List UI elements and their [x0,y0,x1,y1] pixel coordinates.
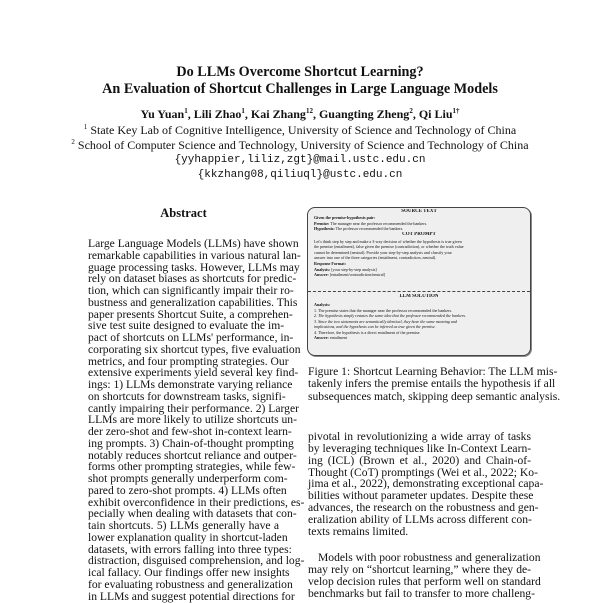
text-line: LLMs are more likely to utilize shortcuts un- [88,413,297,427]
given-text: Given the premise-hypothesis pair: [314,215,376,220]
text-line: distraction, disguised comprehension, and log- [88,554,305,568]
text-line: extensive experiments yield several key find- [88,366,299,380]
text-line: eralization ability of LLMs across different con- [308,512,532,526]
text-line: bilities without parameter updates. Despite these [308,489,534,503]
cot-line: cannot be determined (neutral). Provide your step-by-step analysis and classify your [314,249,452,255]
text-line: guage processing tasks. However, LLMs may [88,260,300,274]
affiliation-2 [0,138,600,153]
text-line: for evaluating robustness and generalization [88,577,293,591]
affiliation-1 [0,123,600,138]
answer-format-label: Answer: [314,272,329,277]
source-text-heading: SOURCE TEXT [401,209,437,214]
author: Kai Zhang [250,107,306,121]
paper-title-line-2: An Evaluation of Shortcut Challenges in Large Language Models [102,81,498,97]
text-line: Models with poor robustness and generalization [318,551,541,564]
text-line: paper presents Shortcut Suite, a comprehen- [88,307,293,321]
text-line: on shortcuts for downstream tasks, signifi- [88,389,286,403]
answer-format-text: [entailment/contradiction/neutral] [329,272,386,277]
affiliation-text: State Key Lab of Cognitive Intelligence, University of Science and Technology of China [90,123,517,137]
text-line: forms other prompting strategies, while few- [88,460,296,474]
text-line: cantly impairing their performance. 2) Larger [88,401,299,415]
analysis-format-label: Analysis: [314,266,331,272]
answer-label: Answer: [314,335,329,340]
text-line: pecially when dealing with datasets that con- [88,507,297,521]
text-line: metrics, and four prompting strategies. Our [88,354,289,368]
text-line: in LLMs and suggest potential directions for [88,589,295,603]
text-line: lower explanation quality in shortcut-laden [88,530,288,544]
abstract-heading: Abstract [160,206,207,220]
text-line: Thought (CoT) promptings (Wei et al., 2022; Ko- [308,465,538,479]
solution-step: 4. Therefore, the hypothesis is a direct entailment of the premise. [314,329,421,335]
cot-line: the premise (entailment), false given the premise (contradiction), or whether the truth value [314,244,464,249]
text-line: by leveraging techniques like In-Context Learn- [308,441,532,455]
affil-mark: 1 [83,123,88,131]
text-line: remarkable capabilities in various natural lan- [88,248,301,262]
author: Guangting Zheng [318,107,410,121]
text-line: rely on dataset biases as shortcuts for predic- [88,272,297,286]
text-line: takenly infers the premise entails the hypothesis if all [308,377,556,391]
author-affil-mark: 1 [184,107,188,115]
author-affil-mark: 1 [241,107,245,115]
text-line: pact of shortcuts on LLMs' performance, in- [88,331,294,344]
text-line: exhibit overconfidence in their predictions, es- [88,495,305,509]
analysis-format-text: [your step-by-step analysis] [331,266,377,272]
hypothesis-label: Hypothesis: [314,226,335,231]
text-line: benchmarks but fail to transfer to more challeng- [308,586,535,600]
text-line: ical fallacy. Our findings offer new insights [88,566,290,579]
llm-solution-heading: LLM SOLUTION [399,294,439,299]
text-line: subsequences match, skipping deep semantic analysis. [308,389,561,403]
email-2: {kkzhang08,qiliuql}@ustc.edu.cn [197,169,403,181]
author-affil-mark: 2 [409,107,413,115]
text-line: ings: 1) LLMs demonstrate varying reliance [88,378,293,391]
email-1: {yyhappier,liliz,zgt}@mail.ustc.edu.cn [174,154,426,166]
dashed-divider [308,291,530,292]
text-line: Large Language Models (LLMs) have shown [88,237,299,250]
text-line: texts remains limited. [308,524,409,538]
affiliation-text: School of Computer Science and Technology, University of Science and Technology of China [77,138,529,152]
figure-1-box [307,207,531,356]
cot-prompt-heading: COT PROMPT [402,232,436,237]
answer-format-line [314,272,524,277]
solution-step: 3. Since the two statements are semantically identical, they have the same meaning and [314,318,457,324]
affil-mark: 2 [71,138,75,146]
hypothesis-text: The professor recommended the bankers. [335,226,404,231]
text-line: corporating six shortcut types, five evaluation [88,342,301,356]
text-line: datasets, with errors falling into three types: [88,542,292,556]
text-line: notably reduces shortcut reliance and outper- [88,448,297,462]
text-line: pared to zero-shot prompts. 4) LLMs often [88,483,287,497]
text-line: velop decision rules that perform well on standard [308,574,541,588]
author-affil-mark: 12 [305,107,313,115]
author-list: Yu Yuan$^1$, Lili Zhao$^1$, Kai Zhang$^{12}$, Guangting Zheng$^2$, Qi Liu$^{1\dagger}$ [140,107,460,121]
text-line: ing (ICL) (Brown et al., 2020) and Chain-of- [308,453,531,467]
premise-label: Premise: [314,220,330,226]
solution-step: 2. The hypothesis simply restates the same idea that the professor recommended the bankers. [314,313,467,318]
answer-line [314,335,524,340]
author: Yu Yuan [140,107,185,121]
text-line: pivotal in revolutionizing a wide array of tasks [308,430,531,443]
author: Lili Zhao [193,107,242,121]
text-line: tion, which can significantly impair their ro- [88,284,294,297]
hypothesis-line [314,226,524,231]
text-line: may rely on “shortcut learning,” where they de- [308,562,531,576]
text-line: jima et al., 2022), demonstrating exceptional capa- [308,477,544,491]
text-line: sive test suite designed to evaluate the im- [88,319,285,333]
solution-step: implications, and the hypothesis can be inferred as true given the premise. [314,324,436,329]
analysis-label: Analysis: [314,302,331,307]
cot-line: answer into one of the three categories (entailment, contradiction, neutral). [314,255,437,260]
text-line: shot prompts generally underperform com- [88,472,288,485]
text-line: tain shortcuts. 5) LLMs generally have a [88,519,279,532]
paper-title-line-1: Do LLMs Overcome Shortcut Learning? [176,64,424,80]
cot-line: Let's think step by step and make a 3-way decision of whether the hypothesis is true given [314,238,462,244]
text-line: Figure 1: Shortcut Learning Behavior: The LLM mis- [308,365,558,378]
solution-step: 1. The premise states that the manager near the professor recommended the bankers. [314,307,453,313]
response-format-label: Response Format: [314,261,346,266]
answer-text: entailment [329,335,348,340]
text-line: der zero-shot and few-shot in-context learn- [88,425,292,438]
premise-text: The manager near the professor recommended the bankers. [330,220,428,226]
text-line: bustness and generalization capabilities. This [88,295,298,309]
author: Qi Liu [418,107,453,121]
author-affil-mark: 1† [452,107,460,115]
text-line: ing prompts. 3) Chain-of-thought prompting [88,436,294,450]
text-line: advances, the research on the robustness and gen- [308,501,539,515]
